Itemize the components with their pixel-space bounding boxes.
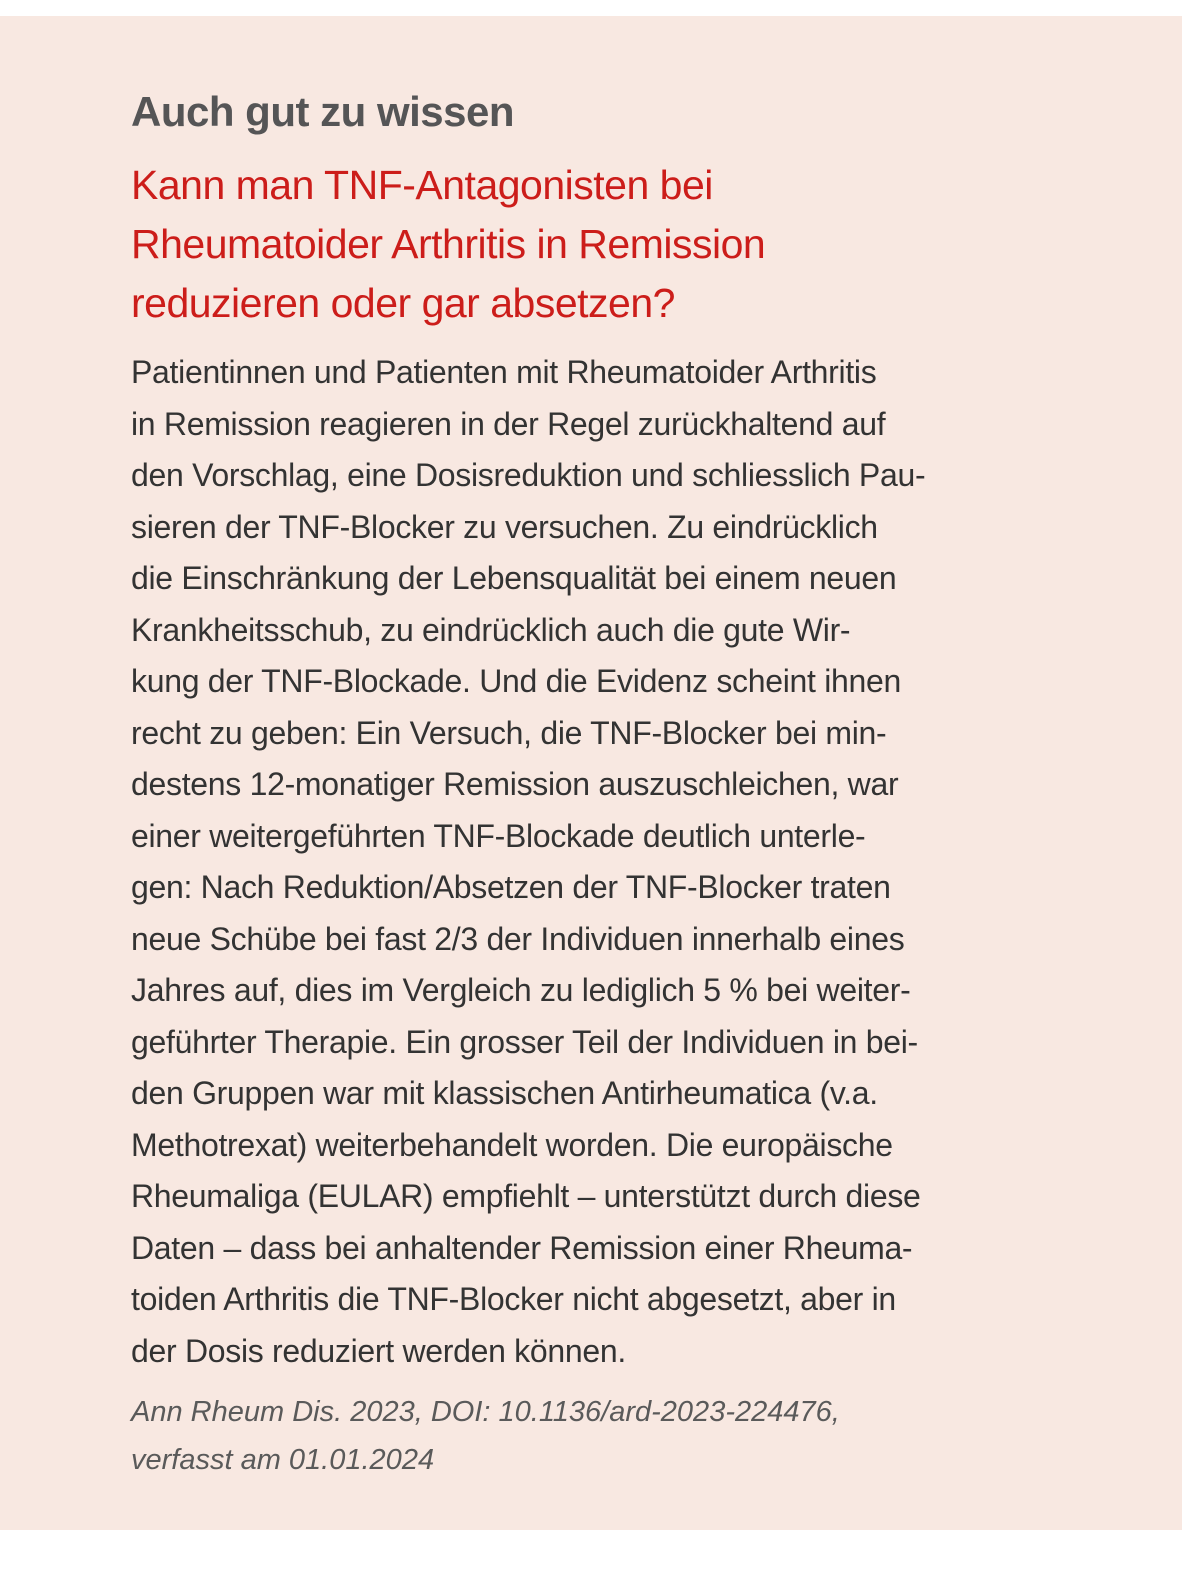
source-line: Ann Rheum Dis. 2023, DOI: 10.1136/ard-2023-224476, <box>131 1396 840 1428</box>
body-line: in Remission reagieren in der Regel zurückhaltend auf <box>131 405 886 442</box>
box-body-text <box>131 347 925 1377</box>
body-line: der Dosis reduziert werden können. <box>131 1332 626 1369</box>
body-line: toiden Arthritis die TNF-Blocker nicht abgesetzt, aber in <box>131 1281 896 1317</box>
body-line: geführter Therapie. Ein grosser Teil der Individuen in bei- <box>131 1023 918 1060</box>
body-line: einer weitergeführten TNF-Blockade deutlich unterle- <box>131 817 866 854</box>
box-title <box>131 156 765 333</box>
body-line: Krankheitsschub, zu eindrücklich auch die gute Wir- <box>131 611 851 648</box>
source-line: verfasst am 01.01.2024 <box>131 1444 435 1476</box>
body-line: den Vorschlag, eine Dosisreduktion und schliesslich Pau- <box>131 457 926 493</box>
body-line: neue Schübe bei fast 2/3 der Individuen innerhalb eines <box>131 920 905 957</box>
body-line: Methotrexat) weiterbehandelt worden. Die europäische <box>131 1126 893 1163</box>
body-line: Jahres auf, dies im Vergleich zu lediglich 5 % bei weiter- <box>131 972 911 1008</box>
body-line: kung der TNF-Blockade. Und die Evidenz scheint ihnen <box>131 663 902 699</box>
title-line: Kann man TNF-Antagonisten bei <box>131 162 713 208</box>
body-line: Daten – dass bei anhaltender Remission einer Rheuma- <box>131 1229 913 1266</box>
body-line: Rheumaliga (EULAR) empfiehlt – unterstützt durch diese <box>131 1178 921 1214</box>
title-line: Rheumatoider Arthritis in Remission <box>131 221 766 267</box>
body-line: recht zu geben: Ein Versuch, die TNF-Blocker bei min- <box>131 714 887 751</box>
body-line: sieren der TNF-Blocker zu versuchen. Zu eindrücklich <box>131 508 878 545</box>
body-line: destens 12-monatiger Remission auszuschleichen, war <box>131 766 899 802</box>
box-kicker: Auch gut zu wissen <box>131 88 515 135</box>
body-line: den Gruppen war mit klassischen Antirheumatica (v.a. <box>131 1075 878 1111</box>
title-line: reduzieren oder gar absetzen? <box>131 280 675 326</box>
body-line: Patientinnen und Patienten mit Rheumatoider Arthritis <box>131 354 877 390</box>
body-line: gen: Nach Reduktion/Absetzen der TNF-Blocker traten <box>131 869 891 905</box>
info-box <box>0 16 1182 1530</box>
body-line: die Einschränkung der Lebensqualität bei einem neuen <box>131 560 897 596</box>
source-citation <box>131 1388 840 1484</box>
